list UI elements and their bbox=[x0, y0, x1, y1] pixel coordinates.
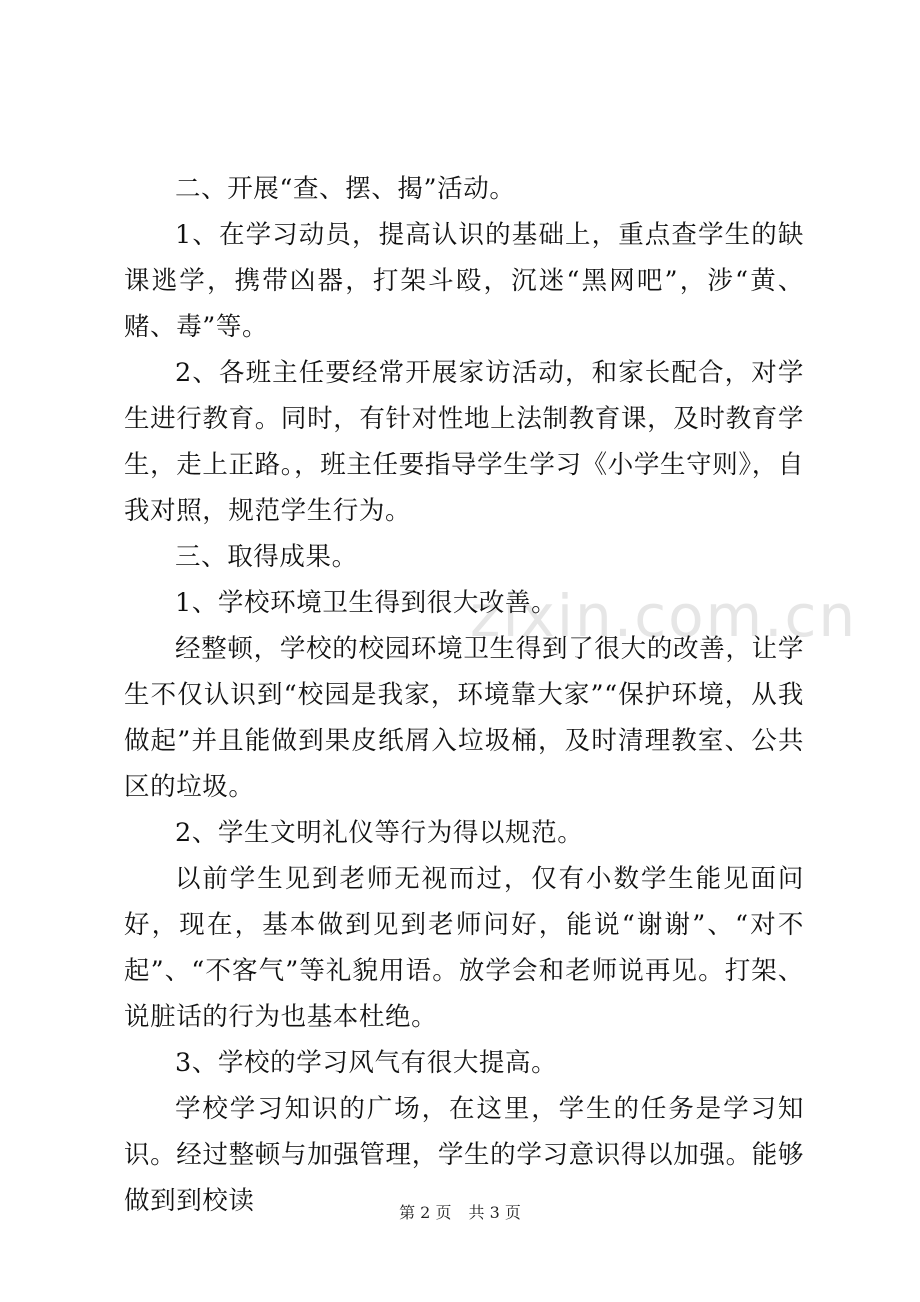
paragraph: 经整顿，学校的校园环境卫生得到了很大的改善，让学生不仅认识到“校园是我家，环境靠大家”“保护环境，从我做起”并且能做到果皮纸屑入垃圾桶，及时清理教室、公共区的垃圾。 bbox=[124, 634, 804, 802]
document-body bbox=[124, 166, 804, 1224]
paragraph: 学校学习知识的广场，在这里，学生的任务是学习知识。经过整顿与加强管理，学生的学习意识得以加强。能够做到到校读 bbox=[124, 1094, 804, 1216]
page-total: 共 3 页 bbox=[468, 1203, 521, 1222]
watermark: zixin.com.cn bbox=[470, 582, 858, 650]
page-number: 第 2 页 bbox=[399, 1203, 452, 1222]
subheading: 1、学校环境卫生得到很大改善。 bbox=[175, 588, 558, 618]
heading-three: 三、取得成果。 bbox=[175, 542, 358, 572]
paragraph: 1、在学习动员，提高认识的基础上，重点查学生的缺课逃学，携带凶器，打架斗殴，沉迷“黑网吧”，涉“黄、赌、毒”等。 bbox=[124, 220, 804, 342]
subheading: 2、学生文明礼仪等行为得以规范。 bbox=[175, 818, 584, 848]
subheading: 3、学校的学习风气有很大提高。 bbox=[175, 1048, 558, 1078]
paragraph: 以前学生见到老师无视而过，仅有小数学生能见面问好，现在，基本做到见到老师问好，能说“谢谢”、“对不起”、“不客气”等礼貌用语。放学会和老师说再见。打架、说脏话的行为也基本杜绝。 bbox=[124, 864, 804, 1032]
heading-two: 二、开展“查、摆、揭”活动。 bbox=[175, 174, 516, 204]
paragraph: 2、各班主任要经常开展家访活动，和家长配合，对学生进行教育。同时，有针对性地上法制教育课，及时教育学生，走上正路。，班主任要指导学生学习《小学生守则》，自我对照，规范学生行为。 bbox=[124, 358, 804, 526]
